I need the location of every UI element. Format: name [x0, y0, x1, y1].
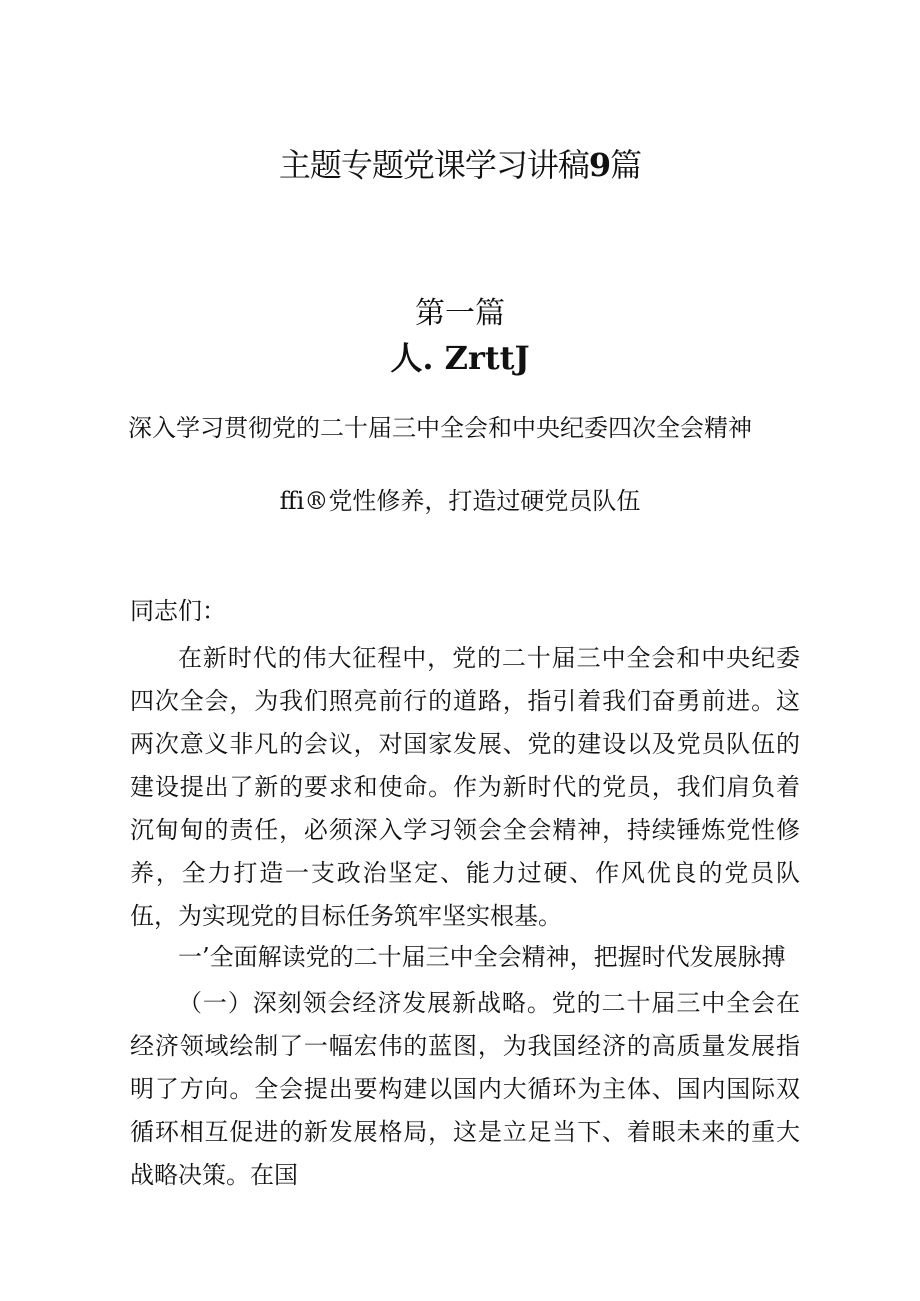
part-label: 第一篇 — [415, 296, 505, 331]
subtitle-line-2: ffi®党性修养，打造过硬党员队伍 — [279, 487, 641, 515]
document-title-suffix: 篇 — [610, 146, 642, 184]
document-title — [0, 140, 920, 190]
paragraph-1: 在新时代的伟大征程中，党的二十届三中全会和中央纪委四次全会，为我们照亮前行的道路，指引着我们奋勇前进。这两次意义非凡的会议，对国家发展、党的建设以及党员队伍的建设提出了新的要求和使命。作为新时代的党员，我们肩负着沉甸甸的责任，必须深入学习领会全会精神，持续锤炼党性修养，全力打造一支政治坚定、能力过硬、作风优良的党员队伍，为实现党的目标任务筑牢坚实根基。 — [130, 644, 800, 930]
section-heading-1: 一’全面解读党的二十届三中全会精神，把握时代发展脉搏 — [178, 943, 786, 971]
document-title-number: 9 — [588, 146, 611, 184]
paragraph-2: （一）深刻领会经济发展新战略。党的二十届三中全会在经济领域绘制了一幅宏伟的蓝图，为我国经济的高质量发展指明了方向。全会提出要构建以国内大循环为主体、国内国际双循环相互促进的新发展格局，这是立足当下、着眼未来的重大战略决策。在国 — [130, 989, 800, 1189]
subtitle-line-1: 深入学习贯彻党的二十届三中全会和中央纪委四次全会精神 — [128, 414, 752, 442]
part-garbled-text: 人. ZrttJ — [390, 339, 530, 377]
salutation: 同志们： — [130, 597, 226, 625]
document-title-text: 主题专题党课学习讲稿 — [278, 146, 589, 184]
